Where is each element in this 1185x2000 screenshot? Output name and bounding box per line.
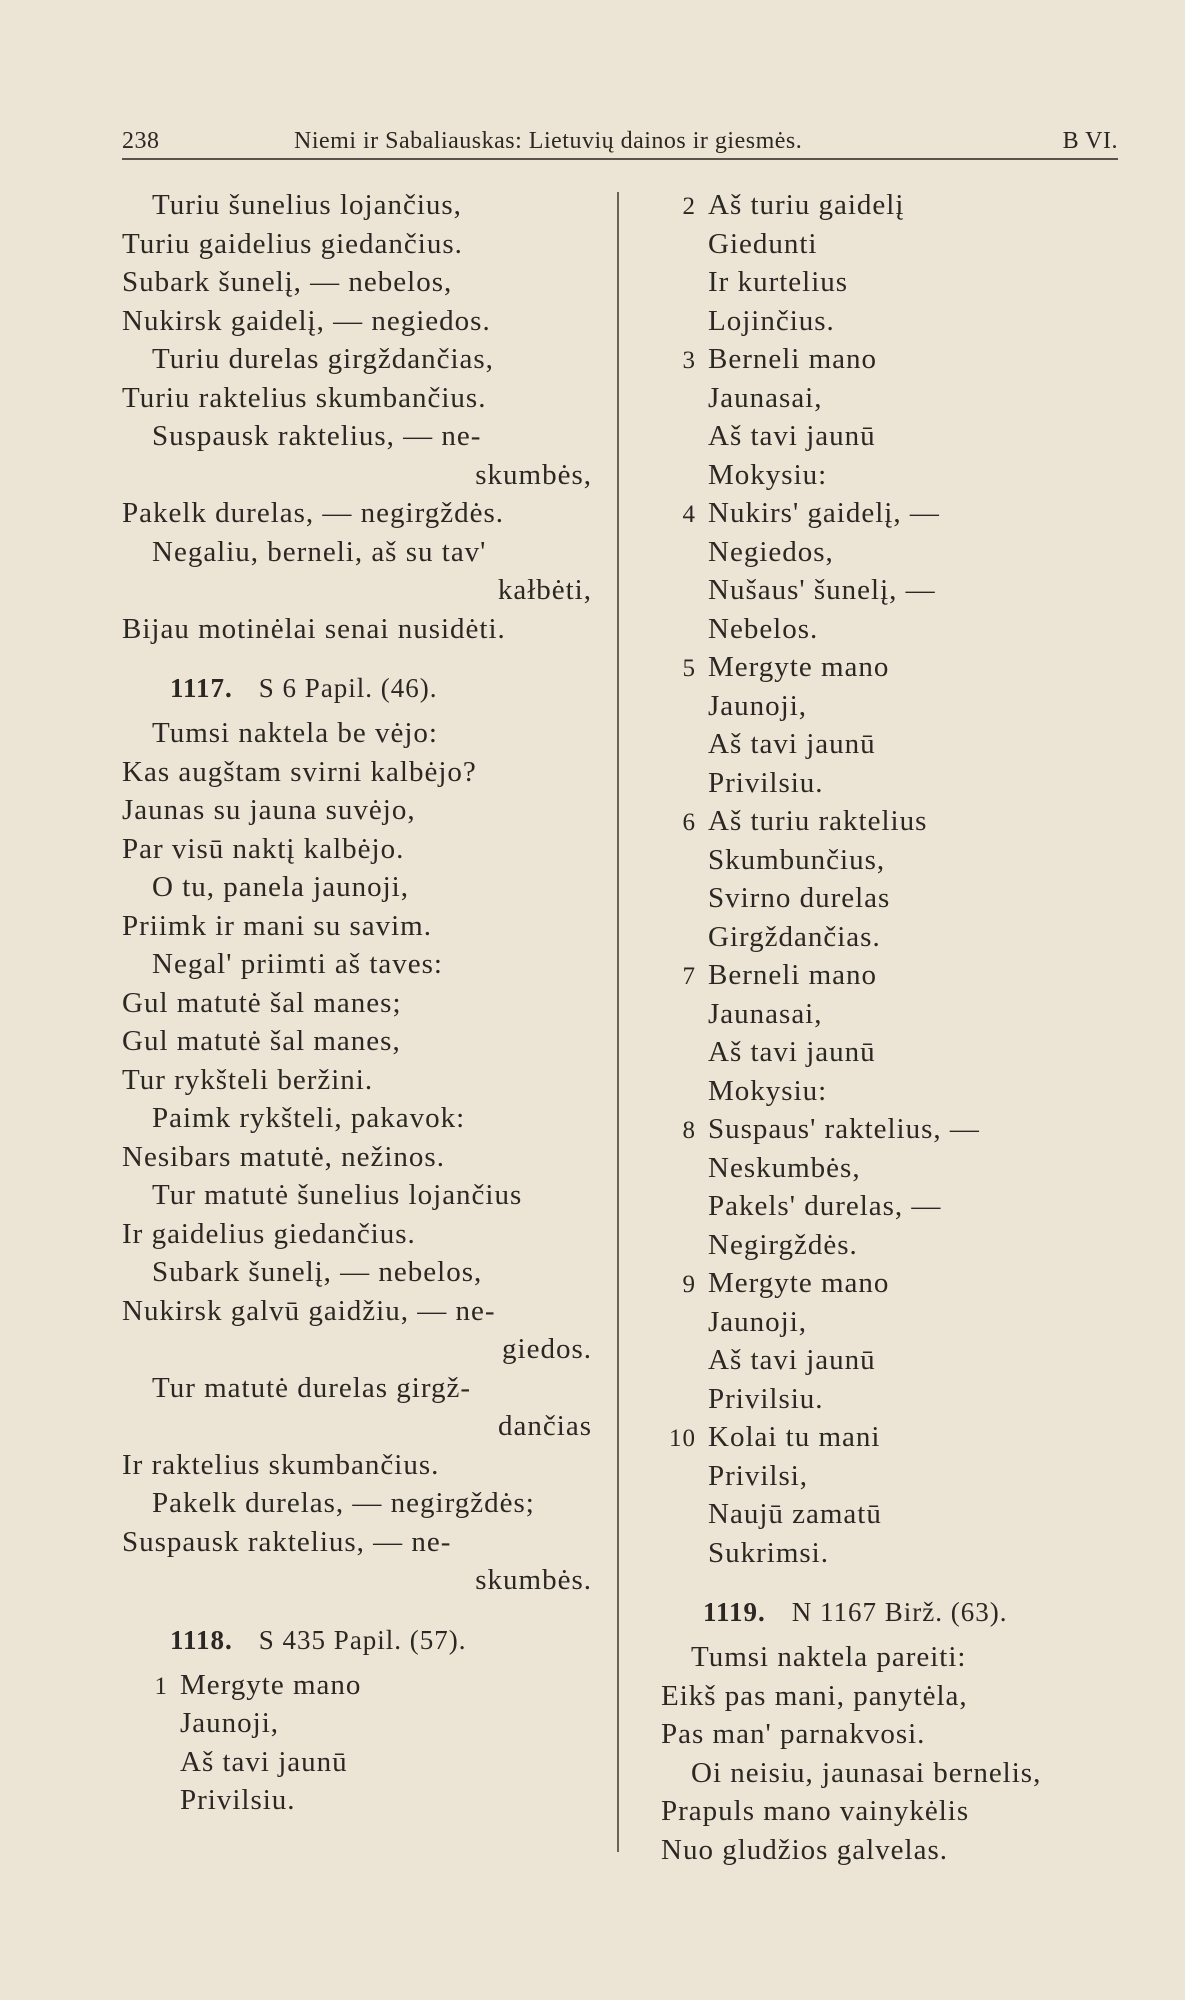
verse-line: 9 Mergyte mano xyxy=(650,1264,1120,1303)
verse-line: Paimk rykšteli, pakavok: xyxy=(152,1102,466,1134)
song-heading-1119 xyxy=(650,1586,1120,1638)
verse-line: Mokysiu: xyxy=(708,458,828,491)
verse-number: 9 xyxy=(682,1271,696,1298)
verse-line: 6 Aš turiu raktelius xyxy=(650,802,1120,841)
verse-line: 4 Nukirs' gaidelį, — xyxy=(650,494,1120,533)
verse-line: 8 Suspaus' raktelius, — xyxy=(650,1110,1120,1149)
verse-number: 6 xyxy=(682,809,696,836)
song-number: 1119. xyxy=(703,1597,766,1627)
verse-number: 4 xyxy=(682,501,696,528)
verse-8 xyxy=(650,1110,1120,1264)
verse-line: Negiedos, xyxy=(708,535,834,568)
verse-line: 7 Berneli mano xyxy=(650,956,1120,995)
column-divider xyxy=(617,192,619,1852)
verse-line: Par visū naktį kalbėjo. xyxy=(122,832,405,865)
verse-line: Tur matutė durelas girgž- xyxy=(152,1371,471,1404)
verse-line: Aš tavi jaunū xyxy=(708,420,876,452)
song-1118-continued xyxy=(650,186,1120,1572)
song-number: 1118. xyxy=(170,1624,233,1655)
verse-line: Turiu raktelius skumbančius. xyxy=(122,381,487,414)
verse-line: Sukrimsi. xyxy=(708,1536,829,1569)
song-heading-1117 xyxy=(122,662,592,714)
verse-line: Eikš pas mani, panytėla, xyxy=(661,1679,968,1712)
verse-number: 10 xyxy=(669,1425,696,1452)
verse-line: Subark šunelį, — nebelos, xyxy=(152,1256,483,1288)
song-source: S 6 Papil. (46). xyxy=(258,673,438,703)
song-number: 1117. xyxy=(170,673,233,703)
verse-line: 5 Mergyte mano xyxy=(650,648,1120,687)
verse-line: Nušaus' šunelį, — xyxy=(708,574,936,606)
verse-line: Pakels' durelas, — xyxy=(708,1190,942,1222)
verse-line: Girgždančias. xyxy=(708,920,881,953)
left-column xyxy=(122,186,592,1820)
verse-line: Mokysiu: xyxy=(708,1074,828,1107)
verse-6 xyxy=(650,802,1120,956)
verse-line: Giedunti xyxy=(708,227,818,260)
verse-line: Nebelos. xyxy=(708,612,819,645)
verse-line: Tumsi naktela pareiti: xyxy=(691,1641,967,1673)
song-heading-1118 xyxy=(122,1614,592,1666)
verse-line: Lojinčius. xyxy=(708,304,835,337)
verse-line: Subark šunelį, — nebelos, xyxy=(122,266,453,298)
verse-line: Tur matutė šunelius lojančius xyxy=(152,1179,523,1211)
verse-line: Negal' priimti aš taves: xyxy=(152,948,443,980)
verse-line: Ir kurtelius xyxy=(708,266,849,298)
verse-5 xyxy=(650,648,1120,802)
verse-line: Aš tavi jaunū xyxy=(708,728,876,760)
verse-line: dančias xyxy=(498,1410,592,1442)
verse-number: 2 xyxy=(682,193,696,220)
verse-line: Kas augštam svirni kalbėjo? xyxy=(122,755,477,788)
verse-line: Pas man' parnakvosi. xyxy=(661,1718,926,1750)
verse-line: Ir raktelius skumbančius. xyxy=(122,1448,440,1481)
verse-line: Negirgždės. xyxy=(708,1228,858,1261)
verse-line: Nukirsk gaidelį, — negiedos. xyxy=(122,304,491,337)
verse-number: 5 xyxy=(682,655,696,682)
verse-line: Pakelk durelas, — negirgždės. xyxy=(122,497,505,529)
verse-line: Pakelk durelas, — negirgždės; xyxy=(152,1487,535,1519)
verse-line: Gul matutė šal manes, xyxy=(122,1025,401,1057)
song-source: N 1167 Birž. (63). xyxy=(791,1597,1008,1627)
verse-line: Privilsiu. xyxy=(708,1382,824,1415)
verse-line: Nukirsk galvū gaidžiu, — ne- xyxy=(122,1294,496,1327)
song-1119 xyxy=(661,1638,1120,1869)
verse-line: Ir gaidelius giedančius. xyxy=(122,1217,416,1250)
verse-number: 7 xyxy=(682,963,696,990)
verse-number: 1 xyxy=(154,1672,168,1700)
verse-line: Suspausk raktelius, — ne- xyxy=(152,420,482,452)
verse-line: Negaliu, berneli, aš su tav' xyxy=(152,535,487,568)
verse-line: Svirno durelas xyxy=(708,882,891,914)
song-continuation xyxy=(122,186,592,648)
verse-10 xyxy=(650,1418,1120,1572)
verse-line: giedos. xyxy=(502,1333,592,1365)
song-source: S 435 Papil. (57). xyxy=(258,1624,467,1655)
verse-line: Skumbunčius, xyxy=(708,843,886,876)
verse-line: Suspausk raktelius, — ne- xyxy=(122,1525,452,1558)
verse-9 xyxy=(650,1264,1120,1418)
verse-line: Tumsi naktela be vėjo: xyxy=(152,717,438,749)
verse-line: Turiu durelas girgždančias, xyxy=(152,343,494,375)
right-column xyxy=(650,186,1120,1869)
verse-line: Privilsiu. xyxy=(708,766,824,799)
verse-line: Jaunasai, xyxy=(708,997,823,1030)
verse-line: Nuo gludžios galvelas. xyxy=(661,1833,948,1866)
verse-line: Neskumbės, xyxy=(708,1151,861,1184)
verse-line: O tu, panela jaunoji, xyxy=(152,871,409,903)
song-1118 xyxy=(122,1666,592,1820)
header-rule xyxy=(122,158,1118,160)
verse-line: Priimk ir mani su savim. xyxy=(122,909,432,942)
verse-line: 1 Mergyte mano xyxy=(122,1666,592,1705)
running-title: Niemi ir Sabaliauskas: Lietuvių dainos ir giesmės. xyxy=(294,128,803,154)
verse-line: Turiu šunelius lojančius, xyxy=(152,189,462,221)
verse-line: Prapuls mano vainykėlis xyxy=(661,1795,970,1827)
verse-line: Jaunoji, xyxy=(708,1305,808,1338)
section-label: B VI. xyxy=(1062,128,1118,154)
verse-line: Gul matutė šal manes; xyxy=(122,986,402,1019)
verse-line: Oi neisiu, jaunasai bernelis, xyxy=(691,1756,1042,1789)
verse-line: Turiu gaidelius giedančius. xyxy=(122,227,463,260)
verse-line: kałbėti, xyxy=(497,574,592,606)
verse-line: Tur rykšteli beržini. xyxy=(122,1063,374,1096)
verse-line: skumbės, xyxy=(475,458,592,491)
verse-line: Aš tavi jaunū xyxy=(180,1745,348,1778)
verse-line: Jaunoji, xyxy=(708,689,808,722)
verse-line: Jaunasai, xyxy=(708,381,823,414)
song-1117 xyxy=(122,714,592,1600)
page-number: 238 xyxy=(122,128,160,154)
verse-line: Naujū zamatū xyxy=(708,1498,882,1530)
verse-line: Privilsiu. xyxy=(180,1784,296,1816)
verse-7 xyxy=(650,956,1120,1110)
verse-line: 2 Aš turiu gaidelį xyxy=(650,186,1120,225)
verse-line: Nesibars matutė, nežinos. xyxy=(122,1140,445,1173)
verse-line: Aš tavi jaunū xyxy=(708,1036,876,1068)
verse-line: Bijau motinėlai senai nusidėti. xyxy=(122,612,506,645)
verse-number: 8 xyxy=(682,1117,696,1144)
verse-number: 3 xyxy=(682,347,696,374)
verse-line: skumbės. xyxy=(475,1564,592,1596)
verse-2 xyxy=(650,186,1120,340)
verse-4 xyxy=(650,494,1120,648)
verse-3 xyxy=(650,340,1120,494)
verse-line: Jaunoji, xyxy=(180,1707,280,1739)
verse-line: Aš tavi jaunū xyxy=(708,1344,876,1376)
running-header xyxy=(122,128,1118,158)
verse-line: Jaunas su jauna suvėjo, xyxy=(122,794,416,826)
verse-line: 3 Berneli mano xyxy=(650,340,1120,379)
verse-line: 10 Kolai tu mani xyxy=(650,1418,1120,1457)
verse-line: Privilsi, xyxy=(708,1459,809,1492)
